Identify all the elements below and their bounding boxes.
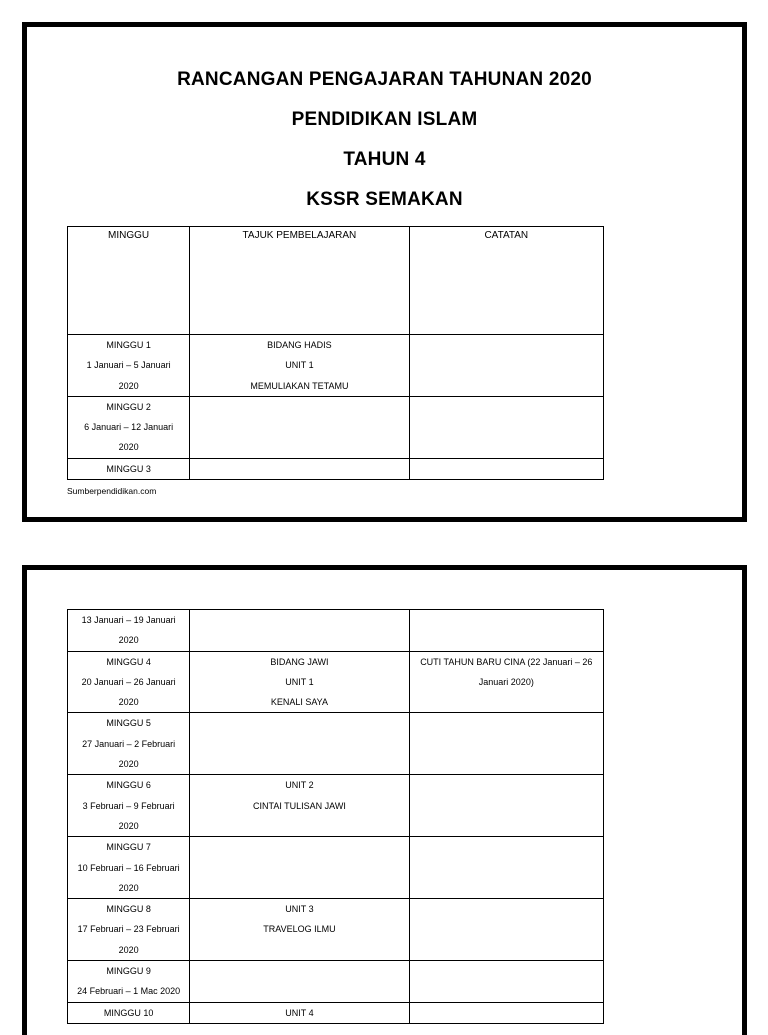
week-cell bbox=[68, 775, 190, 837]
topic-unit: UNIT 2 bbox=[285, 780, 314, 791]
week-label: MINGGU 8 bbox=[106, 904, 151, 915]
notes-cell bbox=[409, 961, 603, 1003]
topic-cell bbox=[190, 610, 409, 652]
topic-unit: UNIT 1 bbox=[285, 360, 314, 371]
source-footer: Sumberpendidikan.com bbox=[67, 486, 157, 496]
year-title: TAHUN 4 bbox=[343, 149, 426, 170]
week-label: MINGGU 10 bbox=[103, 1007, 154, 1018]
topic-cell bbox=[190, 837, 409, 899]
week-year: 2020 bbox=[118, 697, 139, 708]
topic-unit: UNIT 4 bbox=[285, 1007, 314, 1018]
topic-cell bbox=[190, 1002, 409, 1023]
week-label: MINGGU 5 bbox=[106, 718, 151, 729]
document-title: RANCANGAN PENGAJARAN TAHUNAN 2020 bbox=[177, 69, 592, 90]
table-row bbox=[68, 713, 604, 775]
topic-cell bbox=[190, 713, 409, 775]
notes-cell bbox=[409, 837, 603, 899]
column-header-tajuk: TAJUK PEMBELAJARAN bbox=[190, 227, 409, 335]
plan-table-page-1 bbox=[67, 226, 604, 480]
table-row bbox=[68, 335, 604, 397]
topic-field: BIDANG HADIS bbox=[267, 340, 332, 350]
notes-cell bbox=[409, 396, 603, 458]
week-label: MINGGU 9 bbox=[106, 966, 151, 977]
week-date-range: 24 Februari – 1 Mac 2020 bbox=[77, 986, 181, 997]
week-cell bbox=[68, 651, 190, 713]
week-date-range: 20 Januari – 26 Januari bbox=[81, 676, 176, 687]
week-date-range: 6 Januari – 12 Januari bbox=[84, 422, 174, 433]
week-cell bbox=[68, 713, 190, 775]
week-date-range: 1 Januari – 5 Januari bbox=[86, 360, 171, 371]
week-label: MINGGU 3 bbox=[106, 463, 151, 474]
column-header-minggu: MINGGU bbox=[68, 227, 190, 335]
topic-title: TRAVELOG ILMU bbox=[263, 924, 336, 935]
notes-cell bbox=[409, 335, 603, 397]
table-row bbox=[68, 961, 604, 1003]
table-row bbox=[68, 396, 604, 458]
week-year: 2020 bbox=[118, 380, 139, 391]
topic-unit: UNIT 3 bbox=[285, 904, 314, 915]
document-page-2 bbox=[22, 565, 747, 1035]
week-label: MINGGU 1 bbox=[106, 340, 151, 350]
week-date-range: 17 Februari – 23 Februari bbox=[77, 924, 180, 935]
week-label: MINGGU 6 bbox=[106, 780, 151, 791]
curriculum-title: KSSR SEMAKAN bbox=[306, 189, 463, 210]
topic-cell bbox=[190, 899, 409, 961]
week-date-range: 3 Februari – 9 Februari bbox=[82, 800, 175, 811]
plan-table-page-2 bbox=[67, 609, 604, 1024]
week-cell bbox=[68, 899, 190, 961]
week-year: 2020 bbox=[118, 442, 139, 453]
topic-title: MEMULIAKAN TETAMU bbox=[250, 380, 349, 391]
notes-cell bbox=[409, 713, 603, 775]
week-cell bbox=[68, 961, 190, 1003]
topic-cell bbox=[190, 335, 409, 397]
week-date-range: 10 Februari – 16 Februari bbox=[77, 862, 180, 873]
subject-title: PENDIDIKAN ISLAM bbox=[291, 109, 478, 130]
week-cell bbox=[68, 837, 190, 899]
table-row bbox=[68, 610, 604, 652]
holiday-note: CUTI TAHUN BARU CINA (22 Januari – 26 Januari 2020) bbox=[420, 656, 593, 687]
column-header-catatan: CATATAN bbox=[409, 227, 603, 335]
table-row bbox=[68, 458, 604, 479]
document-page-1 bbox=[22, 22, 747, 522]
table-row bbox=[68, 775, 604, 837]
week-year: 2020 bbox=[118, 759, 139, 770]
table-header-row bbox=[68, 227, 604, 335]
notes-cell bbox=[409, 899, 603, 961]
notes-cell bbox=[409, 1002, 603, 1023]
week-label: MINGGU 2 bbox=[106, 401, 151, 412]
week-date-range: 27 Januari – 2 Februari bbox=[82, 738, 176, 749]
week-cell bbox=[68, 610, 190, 652]
week-label: MINGGU 4 bbox=[106, 656, 151, 667]
topic-unit: UNIT 1 bbox=[285, 676, 314, 687]
week-year: 2020 bbox=[118, 882, 139, 893]
week-year: 2020 bbox=[118, 944, 139, 955]
week-cell bbox=[68, 335, 190, 397]
week-cell bbox=[68, 1002, 190, 1023]
topic-field: BIDANG JAWI bbox=[270, 656, 329, 667]
topic-cell bbox=[190, 396, 409, 458]
topic-cell bbox=[190, 651, 409, 713]
notes-cell bbox=[409, 651, 603, 713]
week-year: 2020 bbox=[118, 635, 139, 646]
week-year: 2020 bbox=[118, 820, 139, 831]
table-row bbox=[68, 837, 604, 899]
table-row bbox=[68, 899, 604, 961]
week-cell bbox=[68, 396, 190, 458]
table-row bbox=[68, 1002, 604, 1023]
notes-cell bbox=[409, 610, 603, 652]
week-cell bbox=[68, 458, 190, 479]
topic-title: KENALI SAYA bbox=[270, 697, 329, 708]
week-label: MINGGU 7 bbox=[106, 842, 151, 853]
topic-cell bbox=[190, 961, 409, 1003]
table-row bbox=[68, 651, 604, 713]
topic-cell bbox=[190, 458, 409, 479]
topic-title: CINTAI TULISAN JAWI bbox=[253, 800, 346, 811]
notes-cell bbox=[409, 458, 603, 479]
topic-cell bbox=[190, 775, 409, 837]
notes-cell bbox=[409, 775, 603, 837]
week-date-range: 13 Januari – 19 Januari bbox=[81, 615, 176, 625]
